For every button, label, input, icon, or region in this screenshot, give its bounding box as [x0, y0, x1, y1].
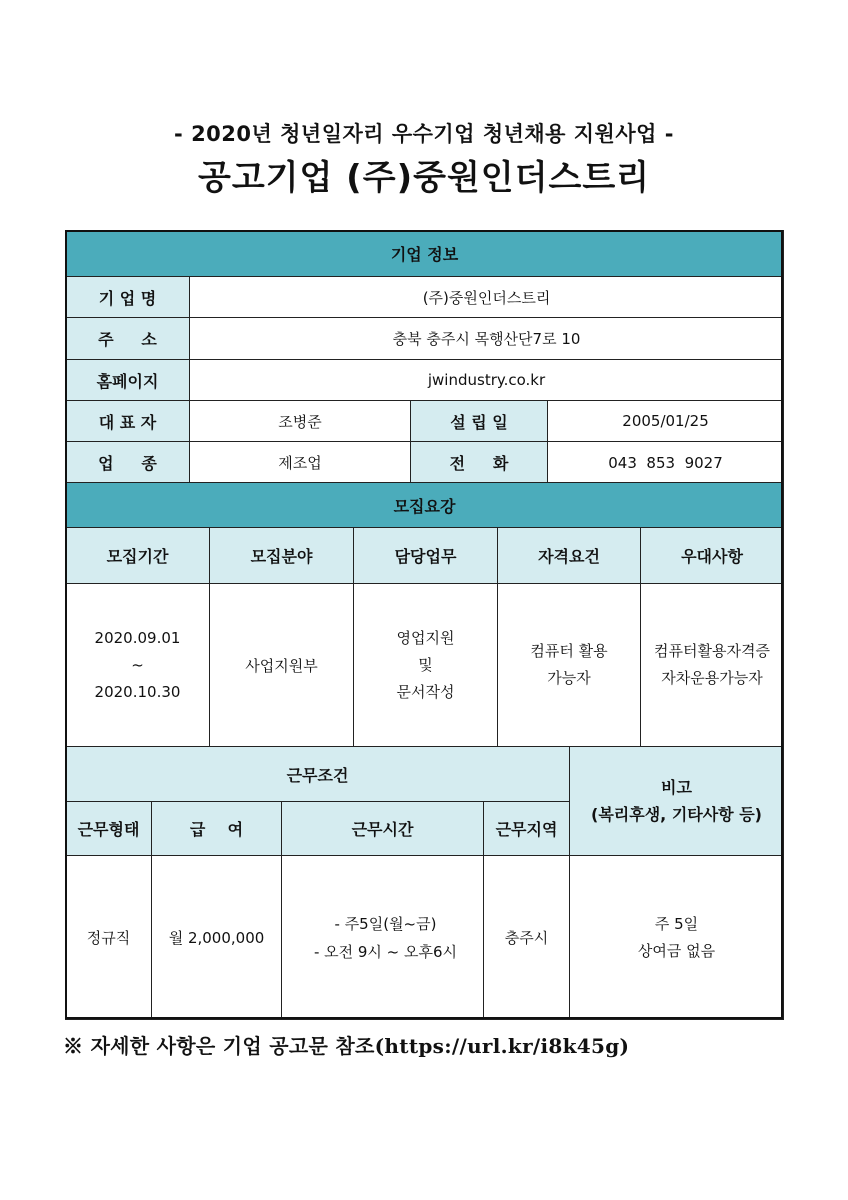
hours-line-1: - 주5일(월~금) [334, 914, 437, 933]
qualification-line-2: 가능자 [547, 669, 591, 687]
work-location-cell: 충주시 [484, 856, 570, 1020]
qualification-line-1: 컴퓨터 활용 [530, 642, 608, 660]
work-header-salary: 급 여 [152, 802, 282, 856]
footer-note: ※ 자세한 사항은 기업 공고문 참조(https://url.kr/i8k45g) [63, 1034, 630, 1058]
address-label: 주 소 [66, 318, 190, 360]
work-type-cell: 정규직 [66, 856, 152, 1020]
remarks-header-line-2: (복리후생, 기타사항 등) [591, 805, 762, 824]
work-header-hours: 근무시간 [282, 802, 484, 856]
recruit-duty-cell [354, 584, 498, 747]
industry-label: 업 종 [66, 442, 190, 484]
company-name-value: (주)중원인더스트리 [190, 277, 784, 318]
address-value: 충북 충주시 목행산단7로 10 [190, 318, 784, 360]
recruit-header-qualification: 자격요건 [498, 528, 641, 584]
recruit-qualification-cell [498, 584, 641, 747]
recruit-section-header: 모집요강 [66, 483, 784, 528]
company-name-label: 기 업 명 [66, 277, 190, 318]
period-end: 2020.10.30 [94, 682, 181, 701]
industry-value: 제조업 [190, 442, 411, 484]
phone-label: 전 화 [411, 442, 548, 484]
duty-line-2: 및 [418, 655, 433, 674]
work-section-header: 근무조건 [66, 747, 570, 802]
recruit-header-field: 모집분야 [210, 528, 354, 584]
remarks-line-2: 상여금 없음 [637, 941, 716, 960]
period-tilde: ~ [131, 655, 144, 674]
recruit-preference-cell [641, 584, 784, 747]
recruit-header-duty: 담당업무 [354, 528, 498, 584]
period-start: 2020.09.01 [94, 628, 181, 647]
phone-value: 043 853 9027 [548, 442, 784, 484]
remarks-header-line-1: 비고 [661, 778, 692, 797]
company-section-header: 기업 정보 [66, 231, 784, 277]
company-info-table [65, 230, 784, 484]
hours-line-2: - 오전 9시 ~ 오후6시 [313, 942, 458, 961]
ceo-value: 조병준 [190, 401, 411, 442]
recruit-field-cell: 사업지원부 [210, 584, 354, 747]
preference-line-1: 컴퓨터활용자격증 [654, 642, 770, 660]
work-header-location: 근무지역 [484, 802, 570, 856]
duty-line-3: 문서작성 [396, 682, 455, 701]
document-subtitle: - 2020년 청년일자리 우수기업 청년채용 지원사업 - [174, 122, 674, 146]
remarks-header [570, 747, 784, 856]
homepage-value: jwindustry.co.kr [190, 360, 784, 401]
work-table [65, 746, 784, 1020]
work-salary-cell: 월 2,000,000 [152, 856, 282, 1020]
preference-line-2: 자차운용가능자 [661, 669, 763, 687]
work-hours-cell [282, 856, 484, 1020]
ceo-label: 대 표 자 [66, 401, 190, 442]
remarks-line-1: 주 5일 [654, 914, 699, 933]
founded-label: 설 립 일 [411, 401, 548, 442]
founded-value: 2005/01/25 [548, 401, 784, 442]
document-title: 공고기업 (주)중원인더스트리 [197, 158, 651, 198]
duty-line-1: 영업지원 [396, 628, 455, 647]
recruit-period-cell [66, 584, 210, 747]
recruit-header-period: 모집기간 [66, 528, 210, 584]
recruit-header-preference: 우대사항 [641, 528, 784, 584]
remarks-cell [570, 856, 784, 1020]
homepage-label: 홈페이지 [66, 360, 190, 401]
recruit-table [65, 482, 784, 747]
work-header-type: 근무형태 [66, 802, 152, 856]
